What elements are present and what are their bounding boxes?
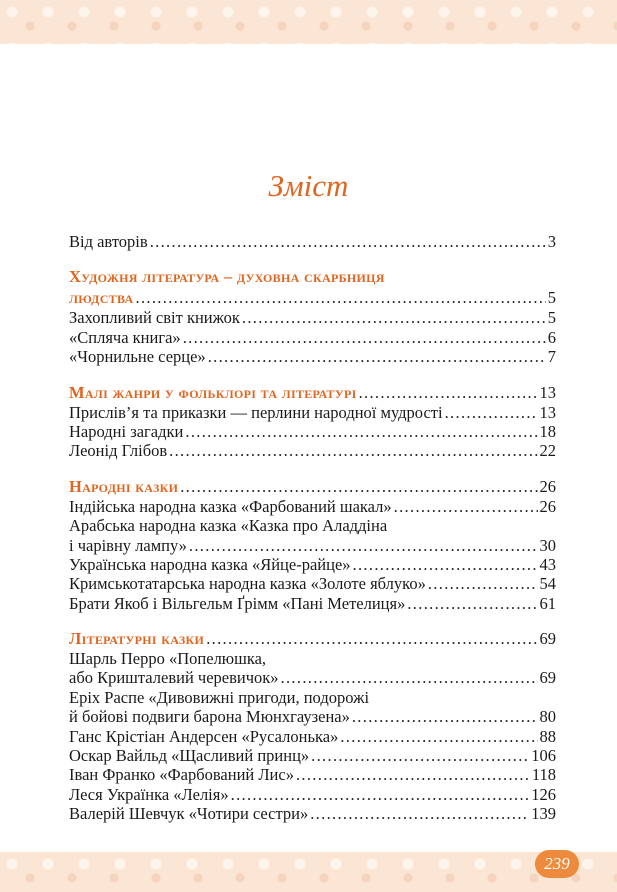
toc-entry[interactable] — [69, 536, 556, 555]
dot-leader — [428, 574, 538, 593]
toc-page-number: 22 — [539, 441, 556, 461]
toc-entry-title: Малі жанри у фольклорі та літературі — [69, 382, 357, 402]
toc-entry-line: Арабська народна казка «Казка про Аладдіна — [69, 516, 388, 536]
dot-leader — [183, 328, 546, 347]
toc-entry-title: Брати Якоб і Вільгельм Ґрімм «Пані Метелиця» — [69, 593, 406, 613]
toc-page-number: 13 — [539, 402, 556, 422]
toc-entry-title: і чарівну лампу» — [69, 535, 187, 555]
toc-entry-title: Кримськотатарська народна казка «Золоте яблуко» — [69, 574, 426, 594]
toc-section — [69, 266, 556, 366]
toc-section-heading[interactable] — [69, 382, 556, 403]
dot-leader — [310, 804, 529, 823]
page-number-badge: 239 — [535, 850, 579, 878]
toc-entry[interactable] — [69, 555, 556, 574]
table-of-contents — [69, 232, 556, 824]
toc-entry-title: й бойові подвиги барона Мюнхгаузена» — [69, 707, 350, 727]
toc-entry[interactable] — [69, 804, 556, 823]
dot-leader — [353, 555, 538, 574]
toc-entry-title: Індійська народна казка «Фарбований шакал» — [69, 496, 392, 516]
toc-entry[interactable] — [69, 308, 556, 327]
toc-page-number: 69 — [539, 629, 556, 649]
toc-entry-title: Літературні казки — [69, 629, 205, 649]
toc-page-number: 118 — [531, 765, 556, 785]
toc-page-number: 5 — [547, 288, 556, 308]
toc-entry-title: людства — [69, 288, 134, 308]
dot-leader — [185, 422, 537, 441]
dot-leader — [169, 441, 537, 460]
toc-entry-line: Шарль Перро «Попелюшка, — [69, 649, 267, 669]
toc-section — [69, 232, 556, 251]
dot-leader — [407, 594, 537, 613]
dot-leader — [231, 785, 530, 804]
toc-entry-title: Леонід Глібов — [69, 441, 168, 461]
toc-entry-title: Прислів’я та приказки — перлини народної мудрості — [69, 402, 443, 422]
dot-leader — [136, 287, 546, 308]
toc-entry-title: Захопливий світ книжок — [69, 308, 240, 328]
toc-entry-line: Еріх Распе «Дивовижні пригоди, подорожі — [69, 687, 370, 707]
dot-leader — [180, 476, 537, 497]
toc-entry[interactable] — [69, 594, 556, 613]
dot-leader — [296, 765, 530, 784]
toc-entry[interactable] — [69, 727, 556, 746]
dot-leader — [150, 232, 546, 251]
toc-entry-title: Українська народна казка «Яйце-райце» — [69, 554, 351, 574]
toc-entry-title: Ганс Крістіан Андерсен «Русалонька» — [69, 726, 339, 746]
toc-page-number: 88 — [539, 726, 556, 746]
toc-section — [69, 628, 556, 824]
toc-section — [69, 382, 556, 461]
toc-page-number: 18 — [539, 421, 556, 441]
toc-page-number: 5 — [547, 308, 556, 328]
toc-page-number: 30 — [539, 535, 556, 555]
toc-page-number: 26 — [539, 476, 556, 496]
toc-entry[interactable] — [69, 746, 556, 765]
toc-page-number: 61 — [539, 593, 556, 613]
dot-leader — [352, 707, 538, 726]
toc-entry[interactable] — [69, 668, 556, 687]
dot-leader — [242, 308, 546, 327]
toc-entry-title: Валерій Шевчук «Чотири сестри» — [69, 804, 309, 824]
toc-page-number: 43 — [539, 554, 556, 574]
toc-entry[interactable] — [69, 497, 556, 516]
toc-section-heading[interactable] — [69, 628, 556, 649]
decorative-header-band — [0, 0, 617, 44]
toc-entry[interactable] — [69, 785, 556, 804]
toc-entry-title: Народні загадки — [69, 421, 184, 441]
toc-entry[interactable] — [69, 422, 556, 441]
toc-entry[interactable] — [69, 441, 556, 460]
toc-entry-title: Від авторів — [69, 232, 148, 251]
toc-entry-title: або Кришталевий черевичок» — [69, 668, 279, 688]
dot-leader — [445, 403, 538, 422]
toc-entry[interactable] — [69, 328, 556, 347]
dot-leader — [311, 746, 529, 765]
dot-leader — [394, 497, 538, 516]
toc-entry-title: Оскар Вайльд «Щасливий принц» — [69, 746, 310, 766]
dot-leader — [281, 668, 538, 687]
dot-leader — [206, 628, 537, 649]
toc-entry[interactable] — [69, 232, 556, 251]
toc-entry[interactable] — [69, 347, 556, 366]
toc-section-heading[interactable] — [69, 287, 556, 308]
toc-entry[interactable] — [69, 765, 556, 784]
toc-section — [69, 476, 556, 613]
toc-page-number: 13 — [539, 382, 556, 402]
toc-page-number: 69 — [539, 668, 556, 688]
dot-leader — [359, 382, 538, 403]
page-title: Зміст — [268, 168, 349, 203]
toc-page-number: 26 — [539, 496, 556, 516]
toc-section-heading[interactable] — [69, 476, 556, 497]
decorative-footer-band — [0, 852, 617, 892]
toc-entry[interactable] — [69, 574, 556, 593]
toc-entry-title: «Спляча книга» — [69, 327, 181, 347]
toc-page-number: 3 — [547, 232, 556, 251]
toc-page-number: 6 — [547, 327, 556, 347]
toc-page-number: 80 — [539, 707, 556, 727]
toc-entry-title: Народні казки — [69, 476, 179, 496]
toc-page-number: 7 — [547, 347, 556, 367]
dot-leader — [189, 536, 538, 555]
toc-page-number: 139 — [531, 804, 556, 824]
toc-entry[interactable] — [69, 403, 556, 422]
toc-page-number: 54 — [539, 574, 556, 594]
toc-entry[interactable] — [69, 707, 556, 726]
toc-entry-title: «Чорнильне серце» — [69, 347, 206, 367]
toc-entry-title: Леся Українка «Лелія» — [69, 784, 229, 804]
toc-page-number: 126 — [531, 784, 556, 804]
dot-leader — [340, 727, 537, 746]
toc-section-heading: Художня література – духовна скарбниця — [69, 267, 385, 287]
dot-leader — [208, 347, 546, 366]
toc-entry-title: Іван Франко «Фарбований Лис» — [69, 765, 294, 785]
toc-page-number: 106 — [531, 746, 556, 766]
